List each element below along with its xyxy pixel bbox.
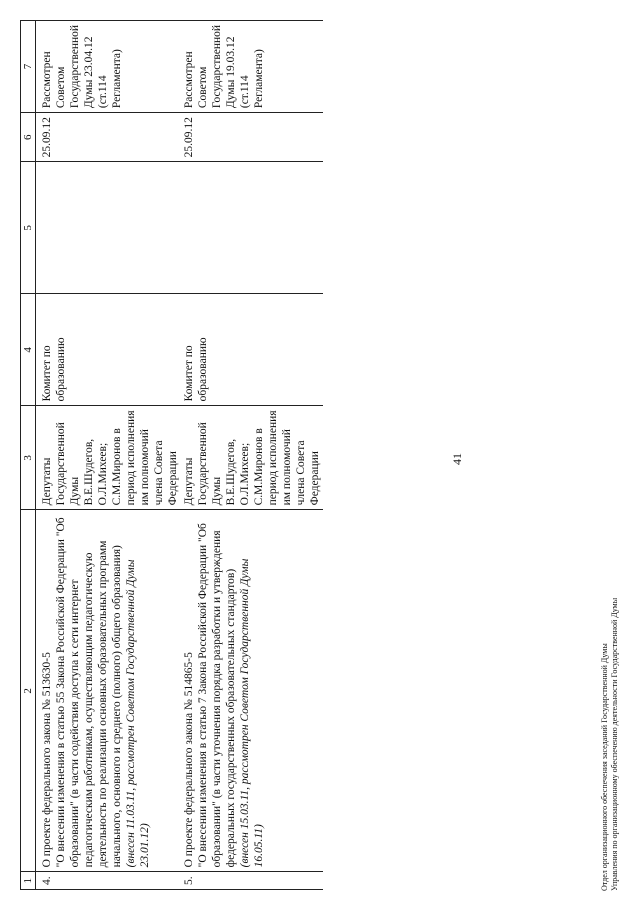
footer-line-1: Отдел организационного обеспечения заседаний Государственной Думы xyxy=(600,643,609,891)
bill-authors: Депутаты Государственной Думы В.Е.Шудегов, О.Л.Михеев; С.М.Миронов в период исполнения им полномочий члена Совета Федерации xyxy=(181,406,323,510)
bill-title: О проекте федерального закона № 514865-5 xyxy=(183,652,195,868)
col-header-4: 4 xyxy=(21,294,36,406)
bill-note: (внесен 11.03.11, рассмотрен Советом Государственной Думы 23.01.12) xyxy=(125,559,151,868)
header-row xyxy=(21,20,36,889)
bill-subject: "О внесении изменения в статью 7 Закона Российской Федерации "Об образовании" (в части уточнения порядка разработки и утверждения федеральных государственных образовательных стандартов) xyxy=(197,523,237,868)
bill-authors: Депутаты Государственной Думы В.Е.Шудегов, О.Л.Михеев; С.М.Миронов в период исполнения им полномочий члена Совета Федерации xyxy=(36,406,182,510)
col-header-7: 7 xyxy=(21,20,36,112)
col-header-5: 5 xyxy=(21,162,36,294)
deadline-date: 25.09.12 xyxy=(36,113,182,162)
footer xyxy=(600,598,620,891)
deadline-date: 25.09.12 xyxy=(181,113,323,162)
bill-note: (внесен 15.03.11, рассмотрен Советом Государственной Думы 16.05.11) xyxy=(239,558,265,868)
col-header-1: 1 xyxy=(21,872,36,890)
bills-table xyxy=(20,20,323,890)
col-header-6: 6 xyxy=(21,113,36,162)
table-row xyxy=(181,20,323,889)
col5-cell xyxy=(36,162,182,294)
bill-description xyxy=(181,510,323,872)
bill-subject: "О внесении изменения в статью 55 Закона Российской Федерации "Об образовании" (в части содействия доступа к сети интернет педагогическим работникам, осуществляющим педагогическую деятельность по реализации основных образовательных программ начального, основного и среднего (полного) общего образования) xyxy=(55,517,123,868)
responsible-committee: Комитет по образованию xyxy=(36,294,182,406)
bill-description xyxy=(36,510,182,872)
responsible-committee: Комитет по образованию xyxy=(181,294,323,406)
bill-status: Рассмотрен Советом Государственной Думы 23.04.12 (ст.114 Регламента) xyxy=(36,20,182,112)
col-header-3: 3 xyxy=(21,406,36,510)
row-number: 5. xyxy=(181,872,323,890)
page-number: 41 xyxy=(450,453,464,465)
bill-title: О проекте федерального закона № 513630-5 xyxy=(41,652,53,868)
footer-line-2: Управления по организационному обеспечению деятельности Государственной Думы xyxy=(610,597,619,891)
row-number: 4. xyxy=(36,872,182,890)
table-row xyxy=(36,20,182,889)
bill-status: Рассмотрен Советом Государственной Думы 19.03.12 (ст.114 Регламента) xyxy=(181,20,323,112)
col-header-2: 2 xyxy=(21,510,36,872)
col5-cell xyxy=(181,162,323,294)
